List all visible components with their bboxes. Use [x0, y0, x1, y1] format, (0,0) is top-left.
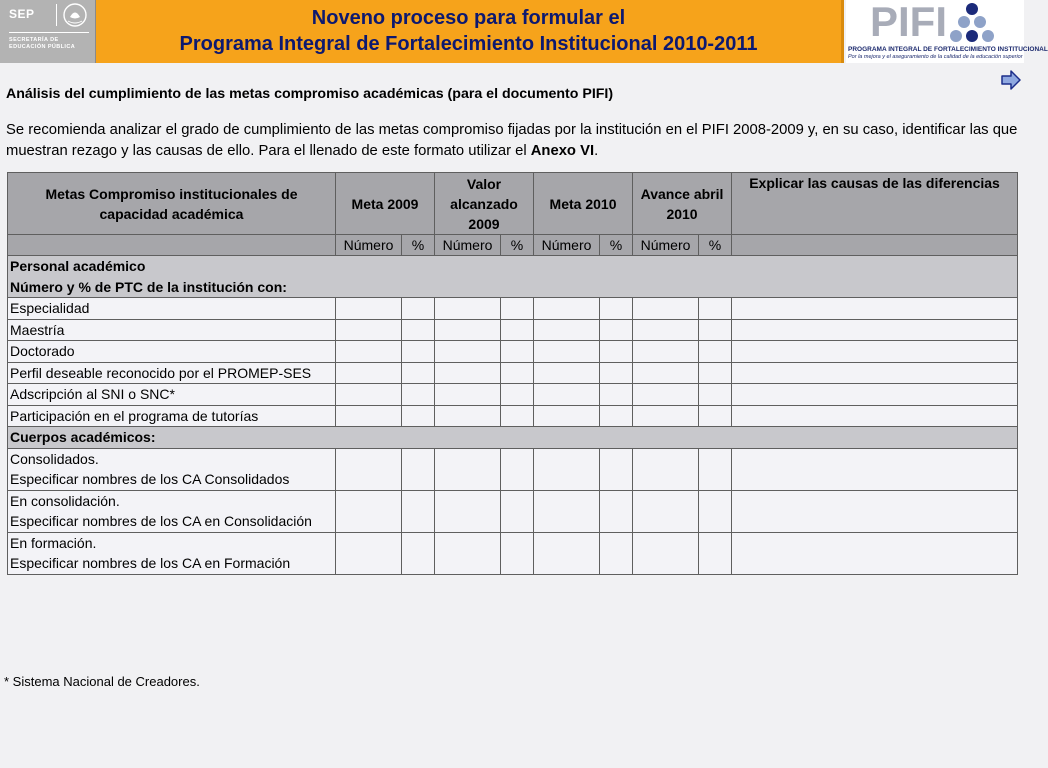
metas-table — [7, 172, 1018, 575]
section-row-cuerpos — [8, 427, 1018, 449]
empty-cell[interactable] — [699, 384, 732, 406]
empty-cell[interactable] — [402, 298, 435, 320]
row-label — [8, 490, 336, 532]
sep-subtitle-1: SECRETARÍA DE — [9, 37, 59, 43]
empty-cell[interactable] — [534, 448, 600, 490]
title-line-2: Programa Integral de Fortalecimiento Institucional 2010-2011 — [179, 33, 758, 55]
subheader-pct: % — [600, 235, 633, 256]
subheader-blank — [8, 235, 336, 256]
sep-rule — [9, 32, 89, 33]
empty-cell[interactable] — [600, 362, 633, 384]
table-row — [8, 384, 1018, 406]
empty-cell[interactable] — [435, 448, 501, 490]
empty-cell[interactable] — [699, 532, 732, 574]
row-label-line: En formación. — [10, 534, 97, 551]
arrow-right-icon[interactable] — [1000, 70, 1022, 90]
sep-logo — [0, 0, 96, 63]
empty-cell[interactable] — [501, 341, 534, 363]
empty-cell[interactable] — [600, 405, 633, 427]
empty-cell[interactable] — [534, 490, 600, 532]
section-personal-cell — [8, 256, 1018, 298]
table-row — [8, 490, 1018, 532]
subheader-pct: % — [501, 235, 534, 256]
empty-cell[interactable] — [732, 448, 1018, 490]
empty-cell[interactable] — [336, 490, 402, 532]
row-label: Participación en el programa de tutorías — [8, 405, 336, 427]
empty-cell[interactable] — [732, 341, 1018, 363]
empty-cell[interactable] — [336, 362, 402, 384]
subheader-blank — [732, 235, 1018, 256]
empty-cell[interactable] — [402, 405, 435, 427]
row-label: Maestría — [8, 319, 336, 341]
empty-cell[interactable] — [633, 405, 699, 427]
empty-cell[interactable] — [534, 362, 600, 384]
empty-cell[interactable] — [402, 490, 435, 532]
empty-cell[interactable] — [633, 341, 699, 363]
empty-cell[interactable] — [402, 319, 435, 341]
empty-cell[interactable] — [435, 490, 501, 532]
empty-cell[interactable] — [501, 384, 534, 406]
empty-cell[interactable] — [501, 319, 534, 341]
row-label: Perfil deseable reconocido por el PROMEP-SES — [8, 362, 336, 384]
col-header-metas: Metas Compromiso institucionales de capacidad académica — [8, 173, 336, 235]
empty-cell[interactable] — [534, 298, 600, 320]
title-bar — [96, 0, 844, 63]
subheader-row — [8, 235, 1018, 256]
section-cuerpos-title: Cuerpos académicos: — [8, 427, 1018, 449]
subheader-numero: Número — [435, 235, 501, 256]
empty-cell[interactable] — [402, 384, 435, 406]
empty-cell[interactable] — [435, 341, 501, 363]
empty-cell[interactable] — [435, 405, 501, 427]
empty-cell[interactable] — [435, 362, 501, 384]
empty-cell[interactable] — [699, 298, 732, 320]
empty-cell[interactable] — [435, 532, 501, 574]
empty-cell[interactable] — [501, 298, 534, 320]
pifi-logo-text: PIFI — [870, 0, 948, 45]
empty-cell[interactable] — [435, 298, 501, 320]
sep-subtitle-2: EDUCACIÓN PÚBLICA — [9, 44, 76, 50]
empty-cell[interactable] — [732, 532, 1018, 574]
footnote: * Sistema Nacional de Creadores. — [4, 674, 200, 689]
empty-cell[interactable] — [501, 532, 534, 574]
empty-cell[interactable] — [732, 405, 1018, 427]
title-line-1: Noveno proceso para formular el — [311, 7, 626, 29]
empty-cell[interactable] — [600, 341, 633, 363]
empty-cell[interactable] — [732, 319, 1018, 341]
instructions-end: . — [594, 143, 599, 159]
section-personal-title: Personal académico — [10, 258, 146, 274]
empty-cell[interactable] — [501, 405, 534, 427]
empty-cell[interactable] — [732, 362, 1018, 384]
section-personal-subtitle: Número y % de PTC de la institución con: — [10, 278, 287, 295]
empty-cell[interactable] — [435, 319, 501, 341]
anexo-reference: Anexo VI — [530, 143, 595, 159]
table-row — [8, 532, 1018, 574]
empty-cell[interactable] — [600, 319, 633, 341]
empty-cell[interactable] — [534, 341, 600, 363]
row-label-line: Especificar nombres de los CA en Consolidación — [10, 513, 312, 529]
row-label-line: Consolidados. — [10, 450, 99, 467]
instructions-paragraph — [6, 120, 1022, 162]
sep-divider — [56, 4, 57, 26]
subheader-pct: % — [402, 235, 435, 256]
row-label-line: En consolidación. — [10, 492, 120, 509]
section-heading: Análisis del cumplimiento de las metas compromiso académicas (para el documento PIFI) — [6, 86, 614, 102]
row-label — [8, 532, 336, 574]
row-label-line: Especificar nombres de los CA en Formación — [10, 555, 291, 571]
empty-cell[interactable] — [534, 405, 600, 427]
subheader-numero: Número — [336, 235, 402, 256]
empty-cell[interactable] — [699, 341, 732, 363]
header-row — [8, 173, 1018, 235]
empty-cell[interactable] — [633, 532, 699, 574]
empty-cell[interactable] — [501, 490, 534, 532]
empty-cell[interactable] — [336, 532, 402, 574]
table-row — [8, 448, 1018, 490]
empty-cell[interactable] — [501, 362, 534, 384]
row-label — [8, 448, 336, 490]
table-row — [8, 362, 1018, 384]
pifi-dots-icon — [948, 2, 996, 48]
cuerpos-rows — [8, 448, 1018, 574]
col-header-meta2010: Meta 2010 — [534, 173, 633, 235]
empty-cell[interactable] — [633, 490, 699, 532]
empty-cell[interactable] — [732, 298, 1018, 320]
empty-cell[interactable] — [336, 341, 402, 363]
table-row — [8, 298, 1018, 320]
row-label: Doctorado — [8, 341, 336, 363]
personal-rows — [8, 298, 1018, 427]
subheader-pct: % — [699, 235, 732, 256]
sep-logo-text: SEP — [9, 7, 35, 21]
empty-cell[interactable] — [633, 448, 699, 490]
table-row — [8, 341, 1018, 363]
empty-cell[interactable] — [600, 490, 633, 532]
col-header-avance: Avance abril 2010 — [633, 173, 732, 235]
row-label-line: Especificar nombres de los CA Consolidados — [10, 471, 290, 487]
empty-cell[interactable] — [732, 490, 1018, 532]
row-label: Adscripción al SNI o SNC* — [8, 384, 336, 406]
empty-cell[interactable] — [633, 362, 699, 384]
empty-cell[interactable] — [402, 448, 435, 490]
empty-cell[interactable] — [336, 298, 402, 320]
empty-cell[interactable] — [600, 448, 633, 490]
empty-cell[interactable] — [534, 384, 600, 406]
col-header-meta2009: Meta 2009 — [336, 173, 435, 235]
empty-cell[interactable] — [534, 319, 600, 341]
col-header-valor: Valor alcanzado 2009 — [435, 173, 534, 235]
empty-cell[interactable] — [699, 362, 732, 384]
pifi-logo-tagline: Por la mejora y el aseguramiento de la calidad de la educación superior — [848, 54, 1023, 60]
empty-cell[interactable] — [600, 532, 633, 574]
empty-cell[interactable] — [402, 532, 435, 574]
empty-cell[interactable] — [699, 319, 732, 341]
instructions-text: Se recomienda analizar el grado de cumplimiento de las metas compromiso fijadas por la institución en el PIFI 2008-2009 y, en su caso, identificar las que muestran rezago y las causas de ello. Para el llenado de este formato utilizar el — [6, 122, 1018, 159]
empty-cell[interactable] — [534, 532, 600, 574]
empty-cell[interactable] — [633, 319, 699, 341]
empty-cell[interactable] — [699, 448, 732, 490]
table-row — [8, 319, 1018, 341]
empty-cell[interactable] — [402, 341, 435, 363]
empty-cell[interactable] — [336, 448, 402, 490]
empty-cell[interactable] — [600, 384, 633, 406]
empty-cell[interactable] — [600, 298, 633, 320]
empty-cell[interactable] — [633, 384, 699, 406]
subheader-numero: Número — [534, 235, 600, 256]
empty-cell[interactable] — [732, 384, 1018, 406]
pifi-logo-caption: PROGRAMA INTEGRAL DE FORTALECIMIENTO INSTITUCIONAL — [848, 46, 1048, 53]
empty-cell[interactable] — [402, 362, 435, 384]
empty-cell[interactable] — [336, 319, 402, 341]
empty-cell[interactable] — [336, 384, 402, 406]
col-header-explicar: Explicar las causas de las diferencias — [732, 173, 1018, 235]
empty-cell[interactable] — [699, 490, 732, 532]
pifi-logo — [846, 0, 1048, 63]
mexico-seal-icon — [62, 2, 88, 28]
empty-cell[interactable] — [633, 298, 699, 320]
empty-cell[interactable] — [336, 405, 402, 427]
row-label: Especialidad — [8, 298, 336, 320]
empty-cell[interactable] — [435, 384, 501, 406]
table-row — [8, 405, 1018, 427]
empty-cell[interactable] — [501, 448, 534, 490]
empty-cell[interactable] — [699, 405, 732, 427]
subheader-numero: Número — [633, 235, 699, 256]
section-row-personal — [8, 256, 1018, 298]
